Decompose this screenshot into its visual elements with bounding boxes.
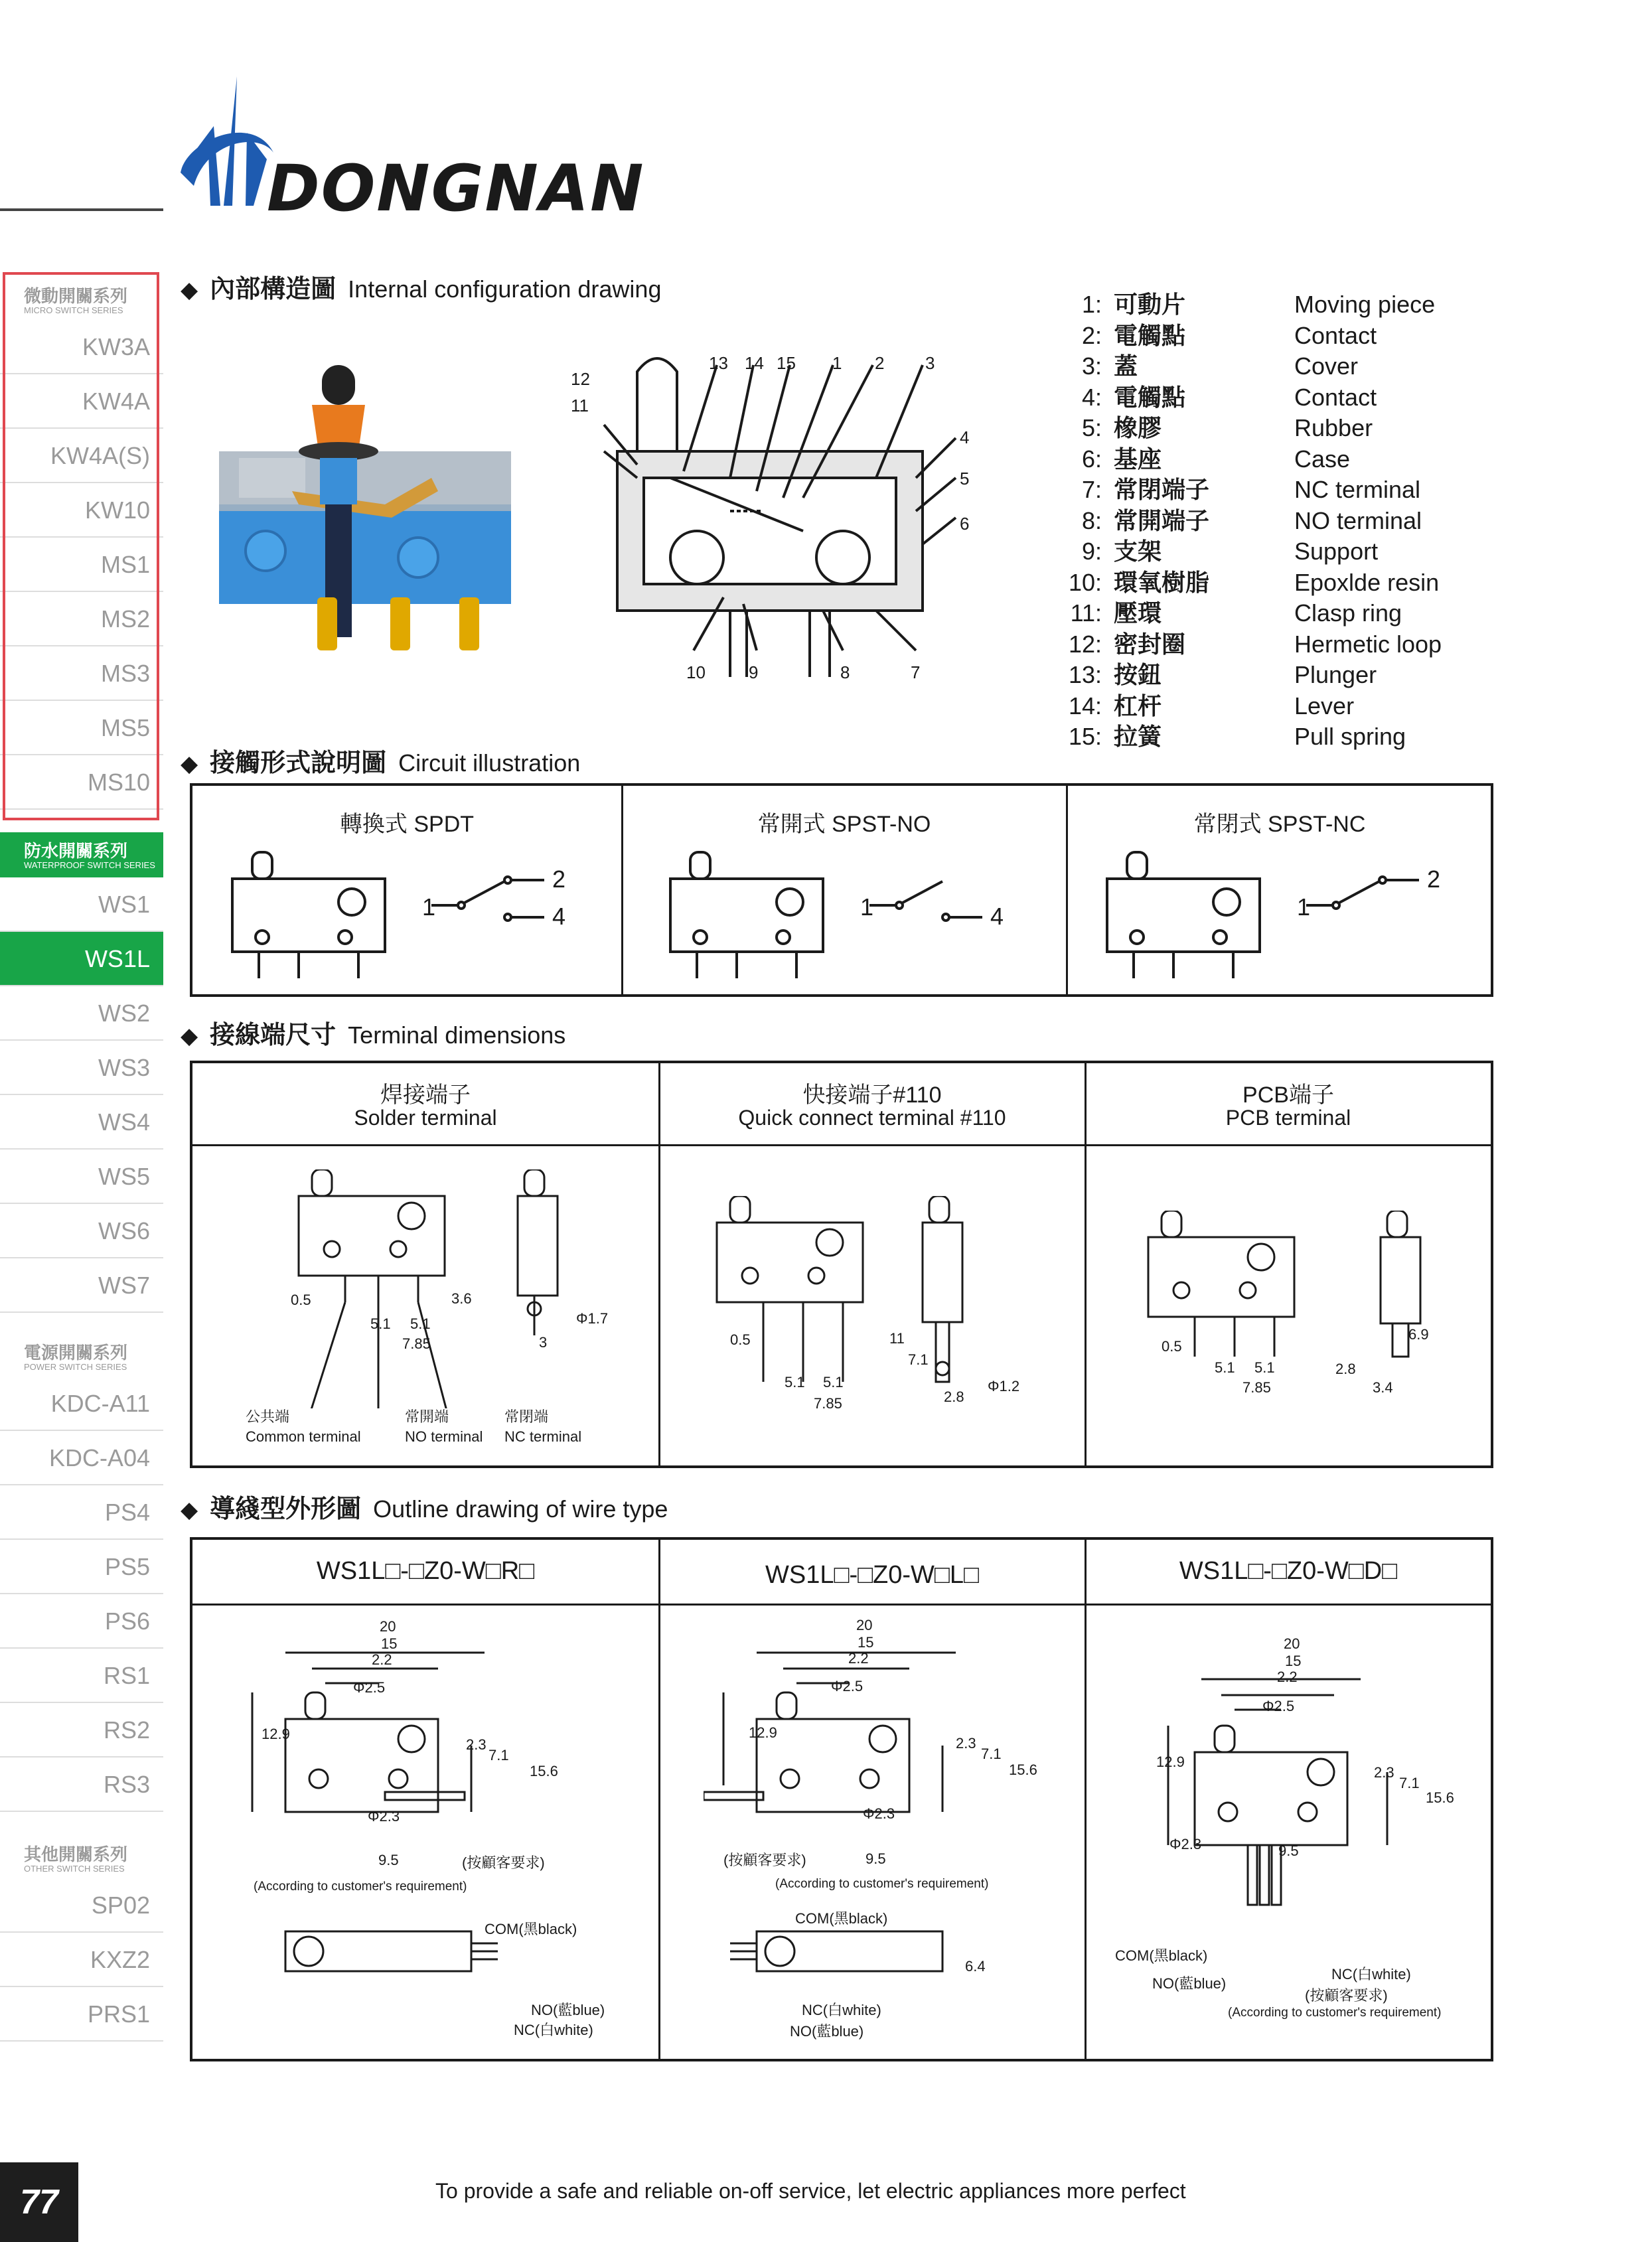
- callout-12: 12: [571, 369, 590, 389]
- dim-label: 5.1: [1215, 1359, 1235, 1376]
- dim-label: 7.85: [1242, 1379, 1271, 1396]
- sidebar-item-ms10[interactable]: MS10: [0, 755, 163, 810]
- sidebar-item-ps4[interactable]: PS4: [0, 1485, 163, 1540]
- dim-label: 2.2: [372, 1651, 392, 1668]
- dim-label: 15.6: [1426, 1789, 1454, 1806]
- parts-row: [1049, 321, 1553, 352]
- parts-row: [1049, 536, 1553, 567]
- wire-label: NO(藍blue): [531, 2002, 605, 2018]
- part-name-en: Moving piece: [1294, 291, 1436, 318]
- sidebar-item-ms2[interactable]: MS2: [0, 592, 163, 646]
- diamond-bullet-icon: ◆: [181, 751, 198, 777]
- parts-row: [1049, 506, 1553, 537]
- part-number: 1:: [1081, 291, 1102, 318]
- sidebar-item-ms3[interactable]: MS3: [0, 646, 163, 701]
- dim-label: Φ2.5: [1262, 1698, 1295, 1714]
- part-name-en: Contact: [1294, 383, 1377, 411]
- sidebar-item-rs1[interactable]: RS1: [0, 1649, 163, 1703]
- dim-label: 5.1: [785, 1374, 805, 1390]
- nc-terminal-zh: 常閉端: [504, 1408, 549, 1425]
- callout-3: 3: [925, 353, 935, 373]
- heading-zh: 內部構造圖: [210, 275, 337, 303]
- terminal-label: 2: [1427, 865, 1441, 893]
- dim-label: 3.4: [1373, 1379, 1393, 1396]
- dim-label: 2.3: [956, 1735, 976, 1752]
- customer-req-en: (According to customer's requirement): [775, 1877, 989, 1891]
- dim-label: Φ2.3: [1169, 1836, 1202, 1852]
- outline-drawing-l: [704, 1626, 1075, 2051]
- part-number: 8:: [1081, 506, 1102, 534]
- dim-label: 6.4: [965, 1958, 986, 1975]
- dim-label: Φ1.2: [988, 1378, 1020, 1394]
- callout-8: 8: [840, 662, 850, 682]
- outline-drawing-r: [232, 1626, 644, 2051]
- no-terminal-en: NO terminal: [405, 1428, 483, 1445]
- dim-label: 9.5: [865, 1850, 886, 1867]
- sidebar-group-title: [0, 832, 163, 877]
- section-heading-internal: [181, 268, 661, 305]
- sidebar-item-rs3[interactable]: RS3: [0, 1757, 163, 1812]
- parts-row: [1049, 691, 1553, 722]
- dim-label: 5.1: [1254, 1359, 1275, 1376]
- part-name-en: Epoxlde resin: [1294, 568, 1440, 596]
- dim-label: 6.9: [1408, 1326, 1429, 1343]
- dim-label: 7.85: [814, 1395, 842, 1412]
- column-title-zh: 快接端子#110: [802, 1083, 942, 1108]
- sidebar-group-other: [0, 1831, 163, 2042]
- group-title-zh: 其他開關系列: [24, 1844, 128, 1864]
- dim-label: Φ1.7: [576, 1310, 609, 1327]
- column-title-en: PCB terminal: [1225, 1106, 1351, 1130]
- model-code: WS1L□-□Z0-W□L□: [765, 1561, 979, 1589]
- dim-label: 20: [380, 1618, 396, 1635]
- diamond-bullet-icon: ◆: [181, 1023, 198, 1049]
- sidebar-item-ws1[interactable]: WS1: [0, 877, 163, 932]
- sidebar-item-ws6[interactable]: WS6: [0, 1204, 163, 1258]
- callout-5: 5: [960, 469, 970, 488]
- dim-label: 7.85: [402, 1335, 431, 1352]
- dim-label: 3.6: [451, 1290, 472, 1307]
- callout-4: 4: [960, 427, 970, 447]
- callout-10: 10: [686, 662, 706, 682]
- row-divider: [192, 1604, 1491, 1606]
- part-name-en: Rubber: [1294, 414, 1373, 441]
- no-terminal-zh: 常開端: [405, 1408, 449, 1425]
- part-name-en: NC terminal: [1294, 476, 1421, 503]
- sidebar-item-sp02[interactable]: SP02: [0, 1878, 163, 1933]
- dim-label: 9.5: [1278, 1842, 1299, 1859]
- circuit-diagram-spdt: [226, 839, 597, 985]
- dim-label: 7.1: [908, 1351, 929, 1368]
- part-name-en: Support: [1294, 538, 1379, 565]
- heading-zh: 導綫型外形圖: [210, 1495, 362, 1523]
- parts-row: [1049, 444, 1553, 475]
- footer-slogan: To provide a safe and reliable on-off service, let electric appliances more perfect: [435, 2179, 1186, 2203]
- dim-label: 0.5: [730, 1331, 751, 1348]
- sidebar-item-kw3a[interactable]: KW3A: [0, 320, 163, 374]
- nc-terminal-en: NC terminal: [504, 1428, 582, 1445]
- customer-req-zh: (按顧客要求): [462, 1854, 545, 1871]
- dim-label: 2.2: [848, 1650, 869, 1667]
- dim-label: 2.3: [466, 1736, 487, 1753]
- dim-label: Φ2.3: [863, 1805, 895, 1822]
- heading-en: Circuit illustration: [398, 749, 581, 777]
- parts-row: [1049, 413, 1553, 444]
- quick-connect-terminal-drawing: [710, 1196, 1042, 1448]
- diamond-bullet-icon: ◆: [181, 277, 198, 303]
- dim-label: 15: [381, 1635, 398, 1652]
- sidebar-item-ws4[interactable]: WS4: [0, 1095, 163, 1150]
- terminal-label: 4: [990, 903, 1004, 930]
- group-title-en: OTHER SWITCH SERIES: [24, 1864, 125, 1874]
- wire-label: NO(藍blue): [790, 2023, 864, 2040]
- part-number: 10:: [1068, 568, 1102, 596]
- dim-label: 12.9: [1156, 1754, 1185, 1770]
- sidebar-item-kw10[interactable]: KW10: [0, 483, 163, 538]
- part-name-zh: 常開端子: [1114, 506, 1210, 534]
- group-title-zh: 電源開關系列: [24, 1343, 128, 1363]
- heading-zh: 接觸形式說明圖: [210, 749, 387, 777]
- dim-label: 20: [856, 1617, 873, 1633]
- page-number: 77: [0, 2162, 78, 2242]
- parts-row: [1049, 289, 1553, 321]
- part-name-en: Plunger: [1294, 661, 1377, 688]
- column-title-zh: PCB端子: [1242, 1083, 1334, 1108]
- part-name-zh: 蓋: [1114, 352, 1138, 380]
- part-name-en: Lever: [1294, 692, 1355, 719]
- circuit-table: [190, 783, 1493, 997]
- callout-7: 7: [911, 662, 921, 682]
- heading-en: Internal configuration drawing: [348, 275, 662, 303]
- sidebar-group-title: [0, 1329, 163, 1377]
- sidebar-item-kw4a[interactable]: KW4A: [0, 374, 163, 429]
- terminal-label: 1: [422, 893, 436, 921]
- part-number: 11:: [1070, 599, 1102, 627]
- section-heading-circuit: [181, 742, 580, 779]
- callout-2: 2: [875, 353, 885, 373]
- logo-underline: [0, 208, 163, 211]
- terminal-label: 2: [552, 865, 566, 893]
- heading-en: Outline drawing of wire type: [373, 1495, 668, 1523]
- wire-label: COM(黑black): [485, 1921, 577, 1937]
- customer-req-zh: (按顧客要求): [1305, 1987, 1388, 2004]
- parts-row: [1049, 351, 1553, 382]
- dim-label: 15.6: [1009, 1761, 1037, 1778]
- parts-row: [1049, 475, 1553, 506]
- dim-label: Φ2.5: [831, 1678, 864, 1694]
- terminal-table: [190, 1061, 1493, 1468]
- dim-label: 20: [1284, 1635, 1300, 1652]
- cross-section-drawing: [564, 345, 982, 690]
- part-name-zh: 壓環: [1114, 599, 1162, 627]
- customer-req-en: (According to customer's requirement): [1228, 2006, 1442, 2020]
- part-number: 3:: [1081, 352, 1102, 380]
- part-number: 5:: [1081, 414, 1102, 441]
- parts-row: [1049, 721, 1553, 753]
- sidebar-item-kdc-a04[interactable]: KDC-A04: [0, 1431, 163, 1485]
- diamond-bullet-icon: ◆: [181, 1497, 198, 1523]
- part-name-en: Clasp ring: [1294, 599, 1402, 627]
- circuit-diagram-no: [664, 839, 1035, 985]
- wire-label: COM(黑black): [795, 1910, 888, 1927]
- dim-label: 7.1: [1399, 1775, 1420, 1791]
- part-name-zh: 基座: [1114, 445, 1162, 473]
- group-title-en: MICRO SWITCH SERIES: [24, 305, 123, 315]
- sidebar-item-prs1[interactable]: PRS1: [0, 1987, 163, 2042]
- sidebar-group-waterproof: [0, 832, 163, 1313]
- wire-label: NC(白white): [1331, 1966, 1411, 1982]
- part-name-zh: 環氧樹脂: [1114, 568, 1210, 596]
- group-title-en: WATERPROOF SWITCH SERIES: [24, 860, 155, 870]
- part-name-zh: 橡膠: [1114, 414, 1162, 441]
- common-terminal-zh: 公共端: [246, 1408, 290, 1425]
- sidebar-item-kdc-a11[interactable]: KDC-A11: [0, 1377, 163, 1431]
- part-name-zh: 支架: [1114, 538, 1162, 565]
- brand-name: DONGNAN: [267, 151, 645, 226]
- sidebar-group-frame: [3, 272, 159, 820]
- parts-list: [1049, 289, 1553, 753]
- part-number: 7:: [1081, 476, 1102, 503]
- common-terminal-en: Common terminal: [246, 1428, 361, 1445]
- sidebar-item-ms5[interactable]: MS5: [0, 701, 163, 755]
- column-divider: [658, 1540, 660, 2059]
- callout-13: 13: [709, 353, 728, 373]
- part-name-zh: 拉簧: [1114, 723, 1162, 750]
- part-name-en: Case: [1294, 445, 1351, 473]
- callout-6: 6: [960, 514, 970, 534]
- dim-label: 15.6: [530, 1763, 558, 1779]
- outline-table: [190, 1537, 1493, 2061]
- parts-row: [1049, 382, 1553, 413]
- wire-label: NC(白white): [514, 2022, 593, 2038]
- group-title-en: POWER SWITCH SERIES: [24, 1362, 127, 1372]
- part-name-en: Contact: [1294, 321, 1377, 349]
- terminal-label: 4: [552, 903, 566, 930]
- brand-logo: [174, 73, 645, 226]
- sidebar-item-ws5[interactable]: WS5: [0, 1150, 163, 1204]
- dim-label: 12.9: [749, 1724, 777, 1741]
- parts-row: [1049, 660, 1553, 691]
- column-title-en: Quick connect terminal #110: [738, 1106, 1006, 1130]
- customer-req-zh: (按顧客要求): [723, 1852, 806, 1868]
- sidebar-group-micro: [0, 272, 163, 810]
- model-code: WS1L□-□Z0-W□D□: [1179, 1557, 1398, 1585]
- dim-label: 0.5: [1162, 1338, 1182, 1355]
- part-name-zh: 按鈕: [1114, 661, 1162, 688]
- part-number: 2:: [1081, 321, 1102, 349]
- dim-label: 3: [539, 1334, 548, 1351]
- pcb-terminal-drawing: [1142, 1211, 1460, 1436]
- model-code: WS1L□-□Z0-W□R□: [316, 1557, 535, 1585]
- part-name-en: Cover: [1294, 352, 1359, 380]
- dim-label: Φ2.3: [368, 1808, 400, 1825]
- terminal-label: 1: [1297, 893, 1311, 921]
- column-title-en: Solder terminal: [354, 1106, 497, 1130]
- dim-label: 5.1: [370, 1315, 391, 1332]
- part-name-en: NO terminal: [1294, 506, 1422, 534]
- part-name-zh: 電觸點: [1114, 321, 1186, 349]
- solder-terminal-drawing: [292, 1169, 637, 1408]
- wire-label: COM(黑black): [1115, 1947, 1208, 1964]
- part-number: 15:: [1068, 723, 1102, 750]
- dim-label: 2.8: [1335, 1361, 1356, 1377]
- dim-label: 2.8: [944, 1388, 964, 1405]
- part-name-zh: 密封圈: [1114, 630, 1186, 658]
- dim-label: 5.1: [823, 1374, 844, 1390]
- heading-zh: 接線端尺寸: [210, 1021, 337, 1049]
- callout-14: 14: [745, 353, 764, 373]
- part-name-en: Hermetic loop: [1294, 630, 1442, 658]
- dim-label: 7.1: [981, 1746, 1002, 1762]
- callout-9: 9: [749, 662, 759, 682]
- section-heading-outline: [181, 1488, 668, 1525]
- callout-15: 15: [777, 353, 796, 373]
- sidebar-item-kw4as[interactable]: KW4A(S): [0, 429, 163, 483]
- sidebar-item-ws2[interactable]: WS2: [0, 986, 163, 1041]
- part-name-zh: 杠杆: [1114, 692, 1162, 719]
- column-divider: [1085, 1540, 1087, 2059]
- sidebar-item-ws7[interactable]: WS7: [0, 1258, 163, 1313]
- dim-label: 15: [1285, 1653, 1302, 1669]
- sidebar-group-title: [0, 1831, 163, 1878]
- circuit-title-spdt: 轉換式 SPDT: [339, 812, 475, 837]
- sidebar-group-power: [0, 1329, 163, 1812]
- parts-row: [1049, 629, 1553, 660]
- part-name-zh: 電觸點: [1114, 383, 1186, 411]
- sidebar-item-ps5[interactable]: PS5: [0, 1540, 163, 1594]
- part-number: 9:: [1081, 538, 1102, 565]
- parts-row: [1049, 567, 1553, 599]
- dim-label: Φ2.5: [353, 1679, 386, 1696]
- dim-label: 12.9: [262, 1726, 290, 1742]
- circuit-title-nc: 常閉式 SPST-NC: [1193, 812, 1366, 837]
- part-number: 13:: [1068, 661, 1102, 688]
- logo-mark-icon: [174, 73, 280, 219]
- parts-row: [1049, 598, 1553, 629]
- dim-label: 2.2: [1277, 1669, 1298, 1685]
- part-name-en: Pull spring: [1294, 723, 1406, 750]
- terminal-label: 1: [860, 893, 874, 921]
- switch-3d-illustration: [212, 352, 524, 664]
- part-name-zh: 常閉端子: [1114, 476, 1210, 503]
- sidebar-item-rs2[interactable]: RS2: [0, 1703, 163, 1757]
- sidebar-item-ws3[interactable]: WS3: [0, 1041, 163, 1095]
- part-number: 14:: [1068, 692, 1102, 719]
- circuit-title-no: 常開式 SPST-NO: [757, 812, 931, 837]
- group-title-zh: 防水開關系列: [24, 841, 128, 861]
- heading-en: Terminal dimensions: [348, 1021, 566, 1049]
- dim-label: 2.3: [1374, 1764, 1394, 1781]
- dim-label: 5.1: [410, 1315, 431, 1332]
- part-number: 12:: [1068, 630, 1102, 658]
- callout-11: 11: [571, 396, 589, 415]
- column-title-zh: 焊接端子: [380, 1083, 471, 1108]
- sidebar-item-ws1l[interactable]: WS1L: [0, 932, 163, 986]
- dim-label: 11: [889, 1330, 905, 1347]
- circuit-diagram-nc: [1100, 839, 1472, 985]
- part-name-zh: 可動片: [1114, 291, 1186, 318]
- row-divider: [192, 1144, 1491, 1146]
- dim-label: 9.5: [378, 1852, 399, 1868]
- dim-label: 15: [858, 1634, 874, 1651]
- sidebar-item-ps6[interactable]: PS6: [0, 1594, 163, 1649]
- wire-label: NC(白white): [802, 2002, 881, 2018]
- sidebar-item-ms1[interactable]: MS1: [0, 538, 163, 592]
- sidebar-item-kxz2[interactable]: KXZ2: [0, 1933, 163, 1987]
- wire-label: NO(藍blue): [1152, 1975, 1227, 1992]
- part-number: 4:: [1081, 383, 1102, 411]
- group-title-zh: 微動開關系列: [24, 286, 128, 306]
- section-heading-terminal: [181, 1014, 565, 1051]
- callout-1: 1: [832, 353, 842, 373]
- dim-label: 7.1: [488, 1747, 509, 1763]
- dim-label: 0.5: [291, 1292, 311, 1308]
- part-number: 6:: [1081, 445, 1102, 473]
- customer-req-en: (According to customer's requirement): [254, 1880, 467, 1894]
